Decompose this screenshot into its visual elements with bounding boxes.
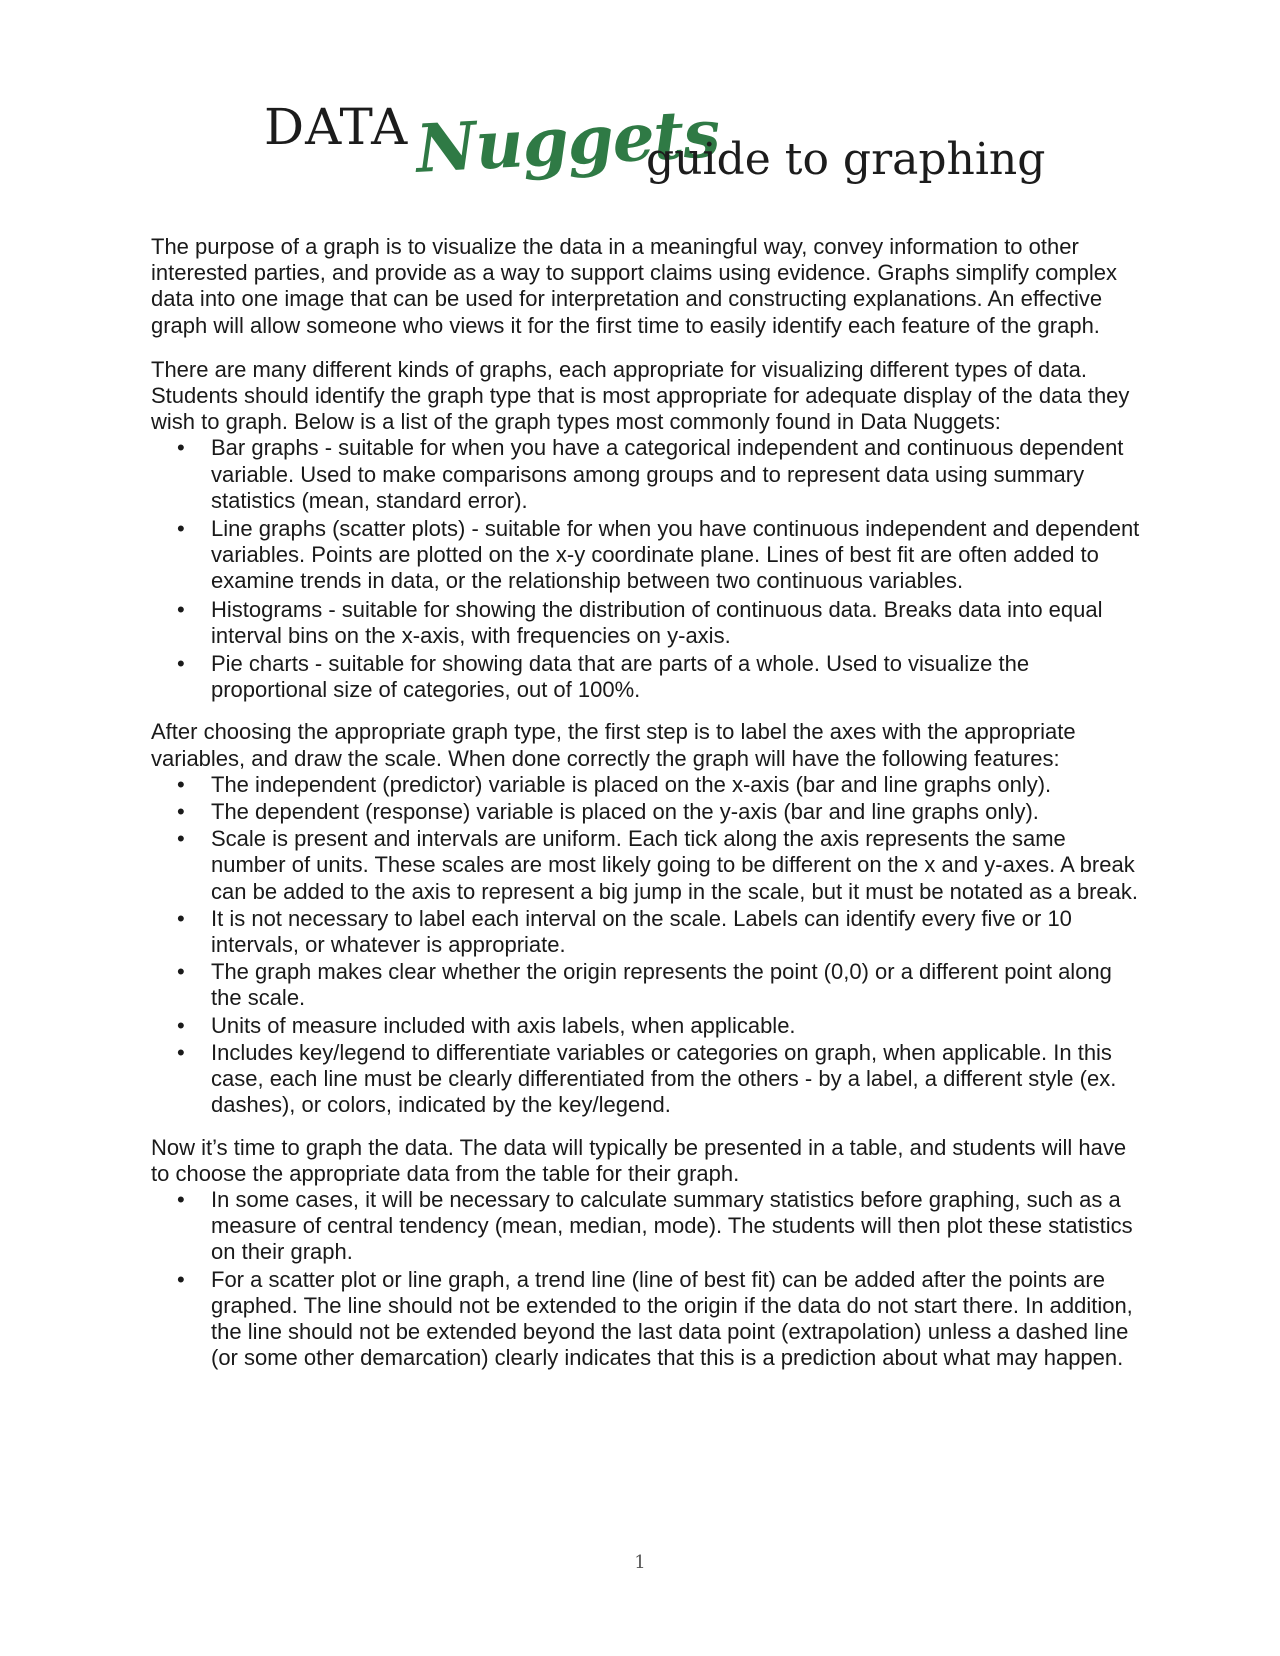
list-item: • The dependent (response) variable is placed on the y-axis (bar and line graphs only). <box>151 799 1141 825</box>
list-item: • The graph makes clear whether the origin represents the point (0,0) or a different point along the scale. <box>151 959 1141 1011</box>
graphing-steps-list <box>151 1187 1141 1371</box>
list-item: • Includes key/legend to differentiate variables or categories on graph, when applicable. In this case, each line must be clearly differentiated from the others - by a label, a different style (ex. dashes), or colors, indicated by the key/legend. <box>151 1040 1141 1119</box>
axes-paragraph: After choosing the appropriate graph type, the first step is to label the axes with the appropriate variables, and draw the scale. When done correctly the graph will have the following features: <box>151 719 1076 771</box>
axes-features-list <box>151 772 1141 1119</box>
page-title: guide to graphing <box>646 134 1046 185</box>
graph-types-list <box>151 435 1141 703</box>
list-item: • It is not necessary to label each interval on the scale. Labels can identify every five or 10 intervals, or whatever is appropriate. <box>151 906 1141 958</box>
list-item-histograms: • Histograms - suitable for showing the distribution of continuous data. Breaks data into equal interval bins on the x-axis, with frequencies on y-axis. <box>151 597 1141 649</box>
logo-data-text: DATA <box>264 98 409 156</box>
list-item-bar-graphs: • Bar graphs - suitable for when you have a categorical independent and continuous dependent variable. Used to make comparisons among groups and to represent data using summary statistics (mean, standard error). <box>151 435 1141 514</box>
intro-paragraph-1: The purpose of a graph is to visualize the data in a meaningful way, convey information to other interested parties, and provide as a way to support claims using evidence. Graphs simplify complex data into one image that can be used for interpretation and constructing explanations. An effective graph will allow someone who views it for the first time to easily identify each feature of the graph. <box>151 234 1118 338</box>
logo-nuggets-text: Nuggets <box>414 94 722 188</box>
list-item: • Scale is present and intervals are uniform. Each tick along the axis represents the same number of units. These scales are most likely going to be different on the x and y-axes. A break can be added to the axis to represent a big jump in the scale, but it must be notated as a break. <box>151 826 1141 905</box>
document-body <box>151 234 1141 1372</box>
list-item-line-graphs: • Line graphs (scatter plots) - suitable for when you have continuous independent and dependent variables. Points are plotted on the x-y coordinate plane. Lines of best fit are often added to examine trends in data, or the relationship between two continuous variables. <box>151 516 1141 595</box>
page-header <box>264 92 1044 202</box>
list-item: • Units of measure included with axis labels, when applicable. <box>151 1013 1141 1039</box>
list-item: • For a scatter plot or line graph, a trend line (line of best fit) can be added after the points are graphed. The line should not be extended to the origin if the data do not start there. In addition, the line should not be extended beyond the last data point (extrapolation) unless a dashed line (or some other demarcation) clearly indicates that this is a prediction about what may happen. <box>151 1267 1141 1372</box>
list-item: • The independent (predictor) variable is placed on the x-axis (bar and line graphs only). <box>151 772 1141 798</box>
list-item: • In some cases, it will be necessary to calculate summary statistics before graphing, such as a measure of central tendency (mean, median, mode). The students will then plot these statistics on their graph. <box>151 1187 1141 1266</box>
graphing-paragraph: Now it’s time to graph the data. The data will typically be presented in a table, and students will have to choose the appropriate data from the table for their graph. <box>151 1134 1127 1186</box>
page-number: 1 <box>634 1552 646 1573</box>
list-item-pie-charts: • Pie charts - suitable for showing data that are parts of a whole. Used to visualize the proportional size of categories, out of 100%. <box>151 651 1141 703</box>
intro-paragraph-2: There are many different kinds of graphs, each appropriate for visualizing different types of data. Students should identify the graph type that is most appropriate for adequate display of the data they wish to graph. Below is a list of the graph types most commonly found in Data Nuggets: <box>151 356 1130 435</box>
